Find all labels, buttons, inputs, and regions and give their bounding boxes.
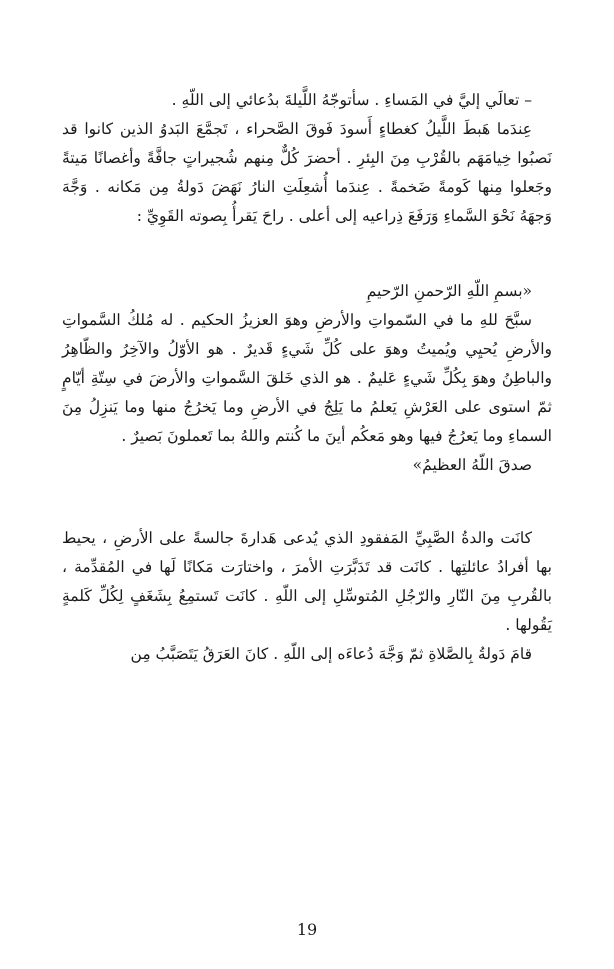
page-body [62,86,552,669]
page-number: 19 [296,920,318,939]
narrative-paragraph: عِندَما هَبطَ اللَّيلُ كغطاءٍ أَسودَ فَوقَ الصَّحراء ، تَجمَّعَ البَدوُ الذين كانوا قد نَصبُوا خِيامَهَم بالقُرْبِ مِنَ البِئرِ . أحضرَ كُلٌّ مِنهم شُجيراتٍ جافَّةً وأغصانًا مَيتةً وجَعلوا مِنها كَومةً ضَخمةً . عِندَما أُشعِلَتِ النارُ نَهَضَ دَولةُ مِن مَكانه . وَجَّهَ وَجهَهُ نَحْوَ السَّماءِ وَرَفَعَ ذِراعيه إلى أعلى . راحَ يَقرأُ بِصوته القَوِيِّ : [62,120,552,225]
section-spacer [62,231,552,277]
narrative-paragraph: كانَت والدةُ الصَّبِيِّ المَفقودِ الذي يُدعى هَدارةَ جالسةً على الأرضِ ، يحيط بها أفرادُ عائلتِها . كانَت قد تَدَبَّرَتِ الأمرَ ، واختارَت مَكانًا لَها في المُقدِّمة ، بالقُربِ مِنَ النّارِ والرّجُلِ المُتوسِّلِ إلى اللّهِ . كانَت تَستمِعُ بِشَغَفٍ لِكُلِّ كَلمةٍ يَقُولها . [62,529,552,634]
section-spacer [62,480,552,524]
dialogue-line: – تعالَي إليَّ في المَساءِ . سأتوجّهُ اللَّيلةَ بدُعائي إلى اللّهِ . [171,91,532,109]
verse-opening: «بسمِ اللّهِ الرّحمنِ الرّحيمِ [366,282,532,300]
verse-body: سبَّحَ للهِ ما في السّمواتِ والأرضِ وهوَ العزيزُ الحكيم . له مُلكُ السَّمواتِ والأرضِ يُحيِي ويُميتُ وهوَ على كُلِّ شَيءٍ قَديرٌ . هو الأوّلُ والآخِرُ والظّاهِرُ والباطِنُ وهوَ بِكُلِّ شَيءٍ عَليمٌ . هو الذي خَلقَ السَّمواتِ والأرضَ في سِتّةِ أيّامٍ ثمّ استوى على العَرْشِ يَعلمُ ما يَلِجُ في الأرضِ وما يَخرُجُ منها وما يَنزِلُ مِنَ السماءِ وما يَعرُجُ فيها وهو مَعكُم أينَ ما كُنتم واللهُ بما تَعملونَ بَصيرٌ . [62,311,552,445]
narrative-paragraph: قامَ دَولةُ بِالصَّلاةِ ثمّ وَجَّهَ دُعاءَه إلى اللّهِ . كانَ العَرَقُ يَتَصَبَّبُ مِن [130,645,532,663]
verse-closing: صدقَ اللّهُ العظيمُ» [412,456,532,474]
